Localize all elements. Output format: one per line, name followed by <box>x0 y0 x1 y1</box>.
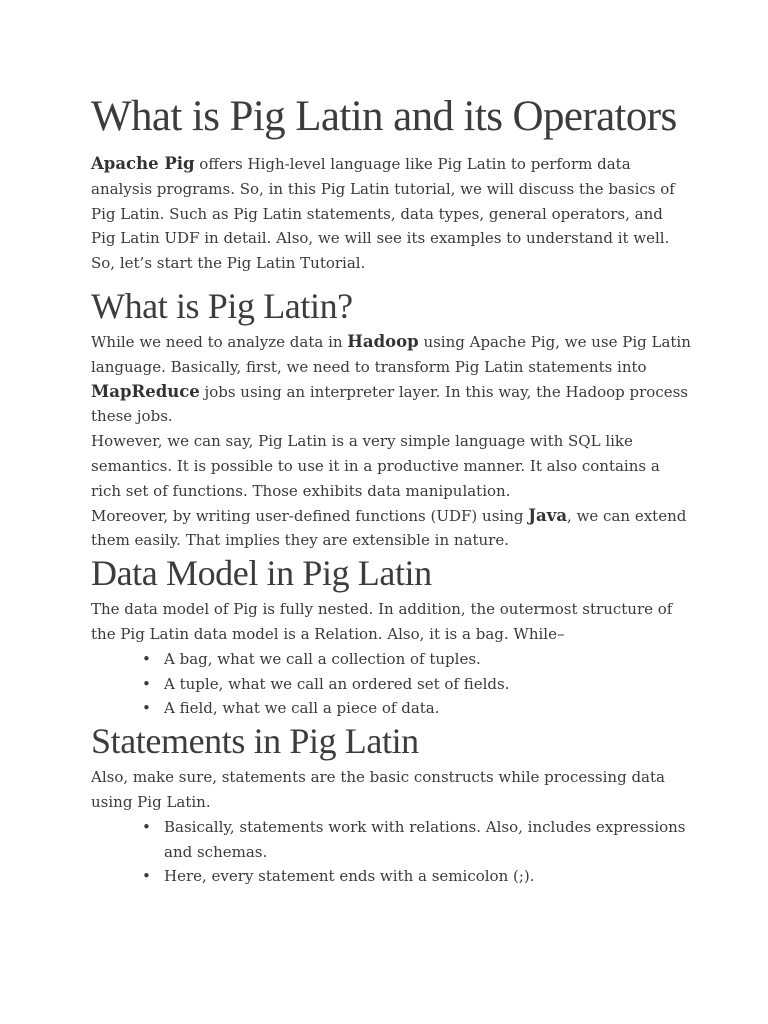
list-item: • A field, what we call a piece of data. <box>164 696 691 721</box>
data-model-list <box>91 647 691 721</box>
apache-pig-term: Apache Pig <box>91 154 195 173</box>
document-page <box>91 92 691 889</box>
data-model-paragraph: The data model of Pig is fully nested. In addition, the outermost structure of the Pig Latin data model is a Relation. Also, it is a bag. While– <box>91 600 673 643</box>
what-is-p1-text-b: using Apache Pig, we use Pig Latin language. Basically, first, we need to transform Pig Latin statements into <box>91 332 691 376</box>
list-item: • A bag, what we call a collection of tuples. <box>164 647 691 672</box>
list-item: • Here, every statement ends with a semicolon (;). <box>164 864 691 889</box>
what-is-p3-text-a: Moreover, by writing user-defined functions (UDF) using <box>91 506 529 525</box>
data-model-heading: Data Model in Pig Latin <box>91 553 432 594</box>
what-is-p1-text-a: While we need to analyze data in <box>91 332 348 351</box>
statements-heading: Statements in Pig Latin <box>91 721 419 762</box>
what-is-section <box>91 286 691 553</box>
intro-text: offers High-level language like Pig Latin to perform data analysis programs. So, in this Pig Latin tutorial, we will discuss the basics of Pig Latin. Such as Pig Latin statements, data types, general operators, and Pig Latin UDF in detail. Also, we will see its examples to understand it well. <box>91 155 675 248</box>
mapreduce-term: MapReduce <box>91 381 200 401</box>
intro-paragraph <box>91 152 691 251</box>
intro-line-2: So, let’s start the Pig Latin Tutorial. <box>91 254 366 273</box>
statements-paragraph: Also, make sure, statements are the basic constructs while processing data using Pig Latin. <box>91 768 665 811</box>
statements-list <box>91 815 691 889</box>
what-is-paragraph-2: However, we can say, Pig Latin is a very simple language with SQL like semantics. It is possible to use it in a productive manner. It also contains a rich set of functions. Those exhibits data manipulation. <box>91 432 660 500</box>
hadoop-term: Hadoop <box>347 331 419 351</box>
data-model-section <box>91 553 691 721</box>
what-is-paragraph-1 <box>91 330 691 429</box>
list-item: • A tuple, what we call an ordered set of fields. <box>164 672 691 697</box>
what-is-p1-text-c: jobs using an interpreter layer. In this way, the Hadoop process these jobs. <box>91 382 689 426</box>
what-is-p3-text-b: , we can extend them easily. That implies they are extensible in nature. <box>91 506 687 550</box>
java-term: Java <box>528 505 568 525</box>
page-title: What is Pig Latin and its Operators <box>91 93 677 140</box>
intro-section <box>91 152 691 276</box>
list-item: • Basically, statements work with relations. Also, includes expressions and schemas. <box>164 815 691 865</box>
what-is-paragraph-3 <box>91 504 691 554</box>
what-is-heading: What is Pig Latin? <box>91 285 353 326</box>
statements-section <box>91 721 691 889</box>
